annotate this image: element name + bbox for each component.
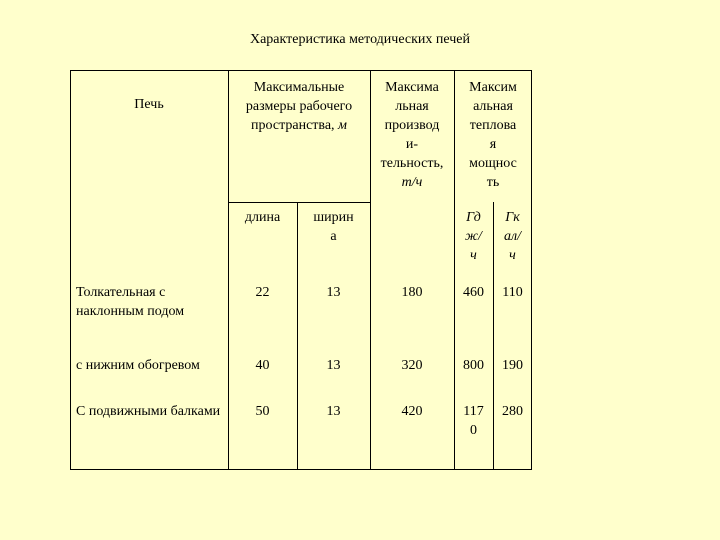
table-row-name: Толкательная с наклонным подом [76, 285, 185, 319]
header-productivity-line: и- [405, 137, 419, 152]
table-cell-width: 13 [326, 285, 341, 300]
table-border-left [70, 70, 71, 470]
header-thermal-line: альная [473, 99, 513, 114]
table-cell-length: 40 [255, 358, 270, 373]
header-dimensions [228, 78, 370, 135]
table-cell-gj-line: 117 [463, 404, 484, 419]
header-productivity-line: производ [384, 118, 440, 133]
header-productivity-line: тельность, [380, 156, 444, 171]
header-thermal-line: Максим [469, 80, 517, 95]
header-unit-gj [454, 208, 493, 265]
header-dimensions-text: Максимальные размеры рабочего пространства, [245, 80, 353, 133]
header-productivity [370, 78, 454, 192]
header-unit-gj-line: ч [470, 248, 477, 263]
header-width [297, 208, 370, 246]
header-unit-gj-line: ж/ [465, 229, 482, 244]
table-cell-gcal: 110 [502, 285, 523, 300]
header-thermal-line: ть [486, 175, 500, 190]
header-unit-gcal-line: Гк [505, 210, 520, 225]
header-thermal-line: мощнос [469, 156, 517, 171]
header-unit-gcal-line: ч [509, 248, 516, 263]
table-cell-productivity: 180 [401, 285, 423, 300]
header-thermal-line: я [489, 137, 497, 152]
table-cell-gj [454, 402, 493, 440]
table-cell-width: 13 [326, 404, 341, 419]
header-productivity-line: Максима [385, 80, 439, 95]
header-unit-gcal [493, 208, 532, 265]
table-border-top [70, 70, 532, 71]
header-furnace: Печь [134, 97, 164, 112]
table-cell-length: 50 [255, 404, 270, 419]
header-width-line: а [330, 229, 337, 244]
header-length: длина [244, 210, 281, 225]
table-cell-productivity: 320 [401, 358, 423, 373]
header-width-line: ширин [313, 210, 354, 225]
header-productivity-unit: т/ч [401, 175, 423, 190]
header-thermal-line: теплова [469, 118, 517, 133]
header-unit-gj-line: Гд [466, 210, 481, 225]
table-cell-gj: 800 [463, 358, 484, 373]
table-cell-gj: 460 [463, 285, 484, 300]
table-row-name: С подвижными балками [76, 404, 221, 419]
header-thermal-power [454, 78, 532, 192]
table-row-name: с нижним обогревом [76, 358, 200, 373]
header-unit-gcal-line: ал/ [504, 229, 521, 244]
table-cell-length: 22 [255, 285, 270, 300]
furnace-table [70, 70, 532, 470]
table-cell-width: 13 [326, 358, 341, 373]
table-cell-productivity: 420 [401, 404, 423, 419]
row-divider [228, 202, 370, 203]
page-title: Характеристика методических печей [249, 32, 471, 47]
table-cell-gcal: 190 [502, 358, 523, 373]
table-border-bottom [70, 469, 532, 470]
table-cell-gj-line: 0 [470, 423, 477, 438]
header-productivity-line: льная [395, 99, 429, 114]
header-dimensions-unit: м [338, 118, 347, 133]
table-cell-gcal: 280 [502, 404, 523, 419]
